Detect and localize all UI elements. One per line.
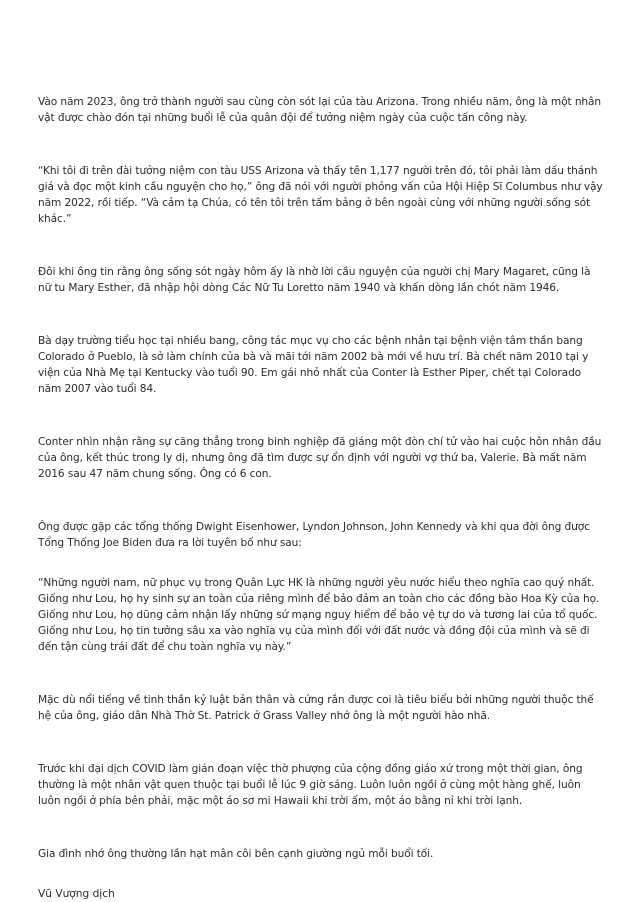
paragraph-7-quote: “Những người nam, nữ phục vụ trong Quân Lực HK là những người yêu nước hiểu theo nghĩa cao quý nhất. Giống như Lou, họ hy sinh sự an toàn của riêng mình để bảo đảm an toàn cho các đồng bào Hoa Kỳ của họ. Giống như Lou, họ dũng cảm nhận lấy những sứ mạng nguy hiểm để bảo vệ tự do và tương lai của tổ quốc. Giống như Lou, họ tin tưởng sâu xa vào nghĩa vụ của mình đối với đất nước và đồng đội của mình và sẽ đi đến tận cùng trái đất để chu toàn nghĩa vụ này.” (38, 577, 600, 653)
article-body (38, 94, 606, 902)
paragraph-8: Mặc dù nổi tiếng về tinh thần kỷ luật bản thân và cứng rắn được coi là tiêu biểu bởi những người thuộc thế hệ của ông, giáo dân Nhà Thờ St. Patrick ở Grass Valley nhớ ông là một người hào nhã. (38, 694, 594, 722)
paragraph-1: Vào năm 2023, ông trở thành người sau cùng còn sót lại của tàu Arizona. Trong nhiều năm, ông là một nhân vật được chào đón tại những buổi lễ của quân đội để tưởng niệm ngày của cuộc tấn công này. (38, 96, 602, 124)
paragraph-5: Conter nhìn nhận rằng sự căng thẳng trong binh nghiệp đã giáng một đòn chí tử vào hai cuộc hôn nhân đầu của ông, kết thúc trong ly dị, nhưng ông đã tìm được sự ổn định với người vợ thứ ba, Valerie. Bà mất năm 2016 sau 47 năm chung sống. Ông có 6 con. (38, 436, 602, 480)
paragraph-2: “Khi tôi đi trên đài tưởng niệm con tàu USS Arizona và thấy tên 1,177 người trên đó, tôi phải làm dấu thánh giá và đọc một kinh cầu nguyện cho họ,” ông đã nói với người phỏng vấn của Hội Hiệp Sĩ Columbus như vậy năm 2022, rồi tiếp. “Và cảm tạ Chúa, có tên tôi trên tấm bảng ở bên ngoài cùng với những người sống sót khác.” (38, 165, 603, 225)
paragraph-9: Trước khi đại dịch COVID làm gián đoạn việc thờ phượng của cộng đồng giáo xứ trong một thời gian, ông thường là một nhân vật quen thuộc tại buổi lễ lúc 9 giờ sáng. Luôn luôn ngồi ở cùng một hàng ghế, luôn luôn ngồi ở phía bên phải, mặc một áo sơ mi Hawaii khi trời ấm, một áo bằng nỉ khi trời lạnh. (38, 763, 583, 807)
paragraph-6: Ông được gặp các tổng thống Dwight Eisenhower, Lyndon Johnson, John Kennedy và khi qua đời ông được Tổng Thống Joe Biden đưa ra lời tuyên bố như sau: (38, 521, 590, 549)
paragraph-4: Bà dạy trường tiểu học tại nhiều bang, công tác mục vụ cho các bệnh nhân tại bệnh viện tâm thần bang Colorado ở Pueblo, là sở làm chính của bà và mãi tới năm 2002 bà mới về hưu trí. Bà chết năm 2010 tại y viện của Nhà Mẹ tại Kentucky vào tuổi 90. Em gái nhỏ nhất của Conter là Esther Piper, chết tại Colorado năm 2007 vào tuổi 84. (38, 335, 589, 395)
translator-signature: Vũ Vượng dịch (38, 888, 115, 900)
paragraph-3: Đôi khi ông tin rằng ông sống sót ngày hôm ấy là nhờ lời cầu nguyện của người chị Mary Magaret, cũng là nữ tu Mary Esther, đã nhập hội dòng Các Nữ Tu Loretto năm 1940 và khấn dòng lần chót năm 1946. (38, 266, 591, 294)
paragraph-10: Gia đình nhớ ông thường lần hạt mân côi bên cạnh giường ngủ mỗi buổi tối. (38, 848, 434, 860)
